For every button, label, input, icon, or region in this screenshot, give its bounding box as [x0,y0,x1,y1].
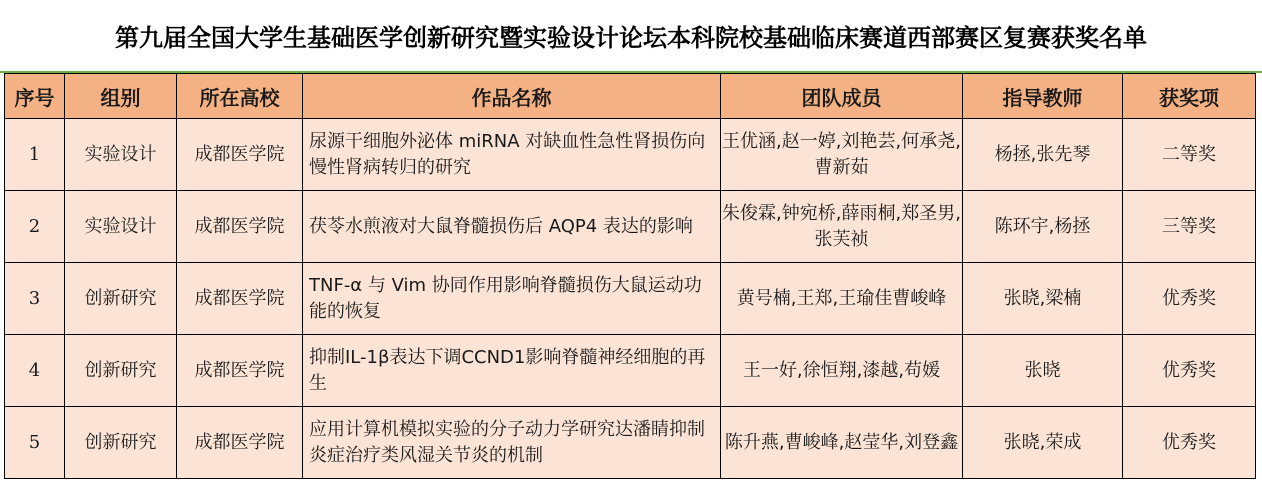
cell-members[interactable]: 王优涵,赵一婷,刘艳芸,何承尧,曹新茹 [721,119,963,191]
header-row [5,74,1256,119]
table-row [5,263,1256,335]
cell-advisors[interactable]: 张晓,荣成 [963,407,1123,479]
cell-award[interactable]: 优秀奖 [1123,407,1256,479]
cell-no[interactable]: 4 [5,335,65,407]
cell-school[interactable]: 成都医学院 [177,191,303,263]
cell-school[interactable]: 成都医学院 [177,335,303,407]
col-header-no[interactable]: 序号 [5,74,65,119]
col-header-school[interactable]: 所在高校 [177,74,303,119]
cell-members[interactable]: 王一好,徐恒翔,漆越,苟媛 [721,335,963,407]
cell-no[interactable]: 3 [5,263,65,335]
cell-school[interactable]: 成都医学院 [177,119,303,191]
cell-work[interactable]: 茯苓水煎液对大鼠脊髓损伤后 AQP4 表达的影响 [303,191,721,263]
cell-group[interactable]: 创新研究 [65,263,177,335]
cell-school[interactable]: 成都医学院 [177,263,303,335]
cell-group[interactable]: 创新研究 [65,335,177,407]
col-header-work[interactable]: 作品名称 [303,74,721,119]
col-header-advisors[interactable]: 指导教师 [963,74,1123,119]
cell-award[interactable]: 三等奖 [1123,191,1256,263]
cell-work[interactable]: 应用计算机模拟实验的分子动力学研究达潘睛抑制炎症治疗类风湿关节炎的机制 [303,407,721,479]
awards-table [4,73,1256,479]
cell-no[interactable]: 1 [5,119,65,191]
cell-advisors[interactable]: 张晓,梁楠 [963,263,1123,335]
table-row [5,335,1256,407]
cell-work[interactable]: 尿源干细胞外泌体 miRNA 对缺血性急性肾损伤向慢性肾病转归的研究 [303,119,721,191]
cell-group[interactable]: 创新研究 [65,407,177,479]
col-header-members[interactable]: 团队成员 [721,74,963,119]
cell-advisors[interactable]: 陈环宇,杨拯 [963,191,1123,263]
cell-no[interactable]: 5 [5,407,65,479]
cell-award[interactable]: 优秀奖 [1123,335,1256,407]
table-row [5,119,1256,191]
cell-members[interactable]: 黄号楠,王郑,王瑜佳曹峻峰 [721,263,963,335]
cell-award[interactable]: 优秀奖 [1123,263,1256,335]
cell-work[interactable]: 抑制IL-1β表达下调CCND1影响脊髓神经细胞的再生 [303,335,721,407]
table-row [5,191,1256,263]
cell-work[interactable]: TNF-α 与 Vim 协同作用影响脊髓损伤大鼠运动功能的恢复 [303,263,721,335]
cell-advisors[interactable]: 张晓 [963,335,1123,407]
cell-members[interactable]: 陈升燕,曹峻峰,赵莹华,刘登鑫 [721,407,963,479]
cell-award[interactable]: 二等奖 [1123,119,1256,191]
cell-members[interactable]: 朱俊霖,钟宛桥,薛雨桐,郑圣男,张芙祯 [721,191,963,263]
cell-group[interactable]: 实验设计 [65,119,177,191]
col-header-group[interactable]: 组别 [65,74,177,119]
cell-advisors[interactable]: 杨拯,张先琴 [963,119,1123,191]
col-header-award[interactable]: 获奖项 [1123,74,1256,119]
table-row [5,407,1256,479]
page-title: 第九届全国大学生基础医学创新研究暨实验设计论坛本科院校基础临床赛道西部赛区复赛获奖名单 [115,23,1147,52]
cell-group[interactable]: 实验设计 [65,191,177,263]
cell-school[interactable]: 成都医学院 [177,407,303,479]
cell-no[interactable]: 2 [5,191,65,263]
